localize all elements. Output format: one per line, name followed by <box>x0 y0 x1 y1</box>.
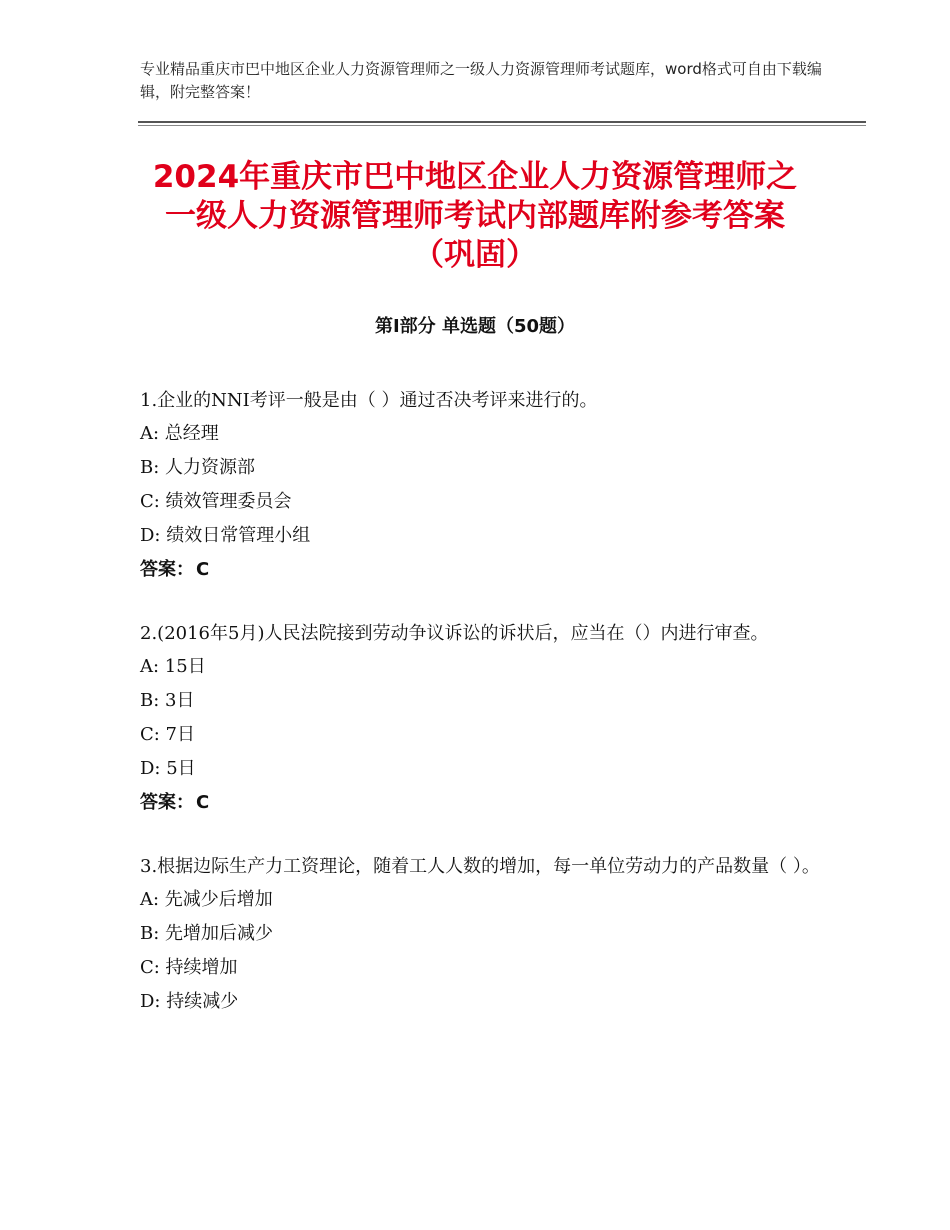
option-d: D: 5日 <box>140 758 196 779</box>
answer-label: 答案： <box>140 559 194 580</box>
question-2 <box>140 617 820 820</box>
option-b: B: 先增加后减少 <box>140 923 274 944</box>
header-divider-thin <box>138 125 866 126</box>
document-title: 2024年重庆市巴中地区企业人力资源管理师之一级人力资源管理师考试内部题库附参考答案（巩固） <box>152 159 798 273</box>
option-d: D: 持续减少 <box>140 991 239 1012</box>
header-divider-thick <box>138 121 866 123</box>
option-c: C: 7日 <box>140 724 196 745</box>
answer-value: C <box>196 559 210 580</box>
answer-label: 答案： <box>140 792 194 813</box>
answer-value: C <box>196 792 210 813</box>
question-1 <box>140 384 820 587</box>
option-d: D: 绩效日常管理小组 <box>140 525 311 546</box>
question-list <box>140 384 820 1049</box>
question-stem: 2.(2016年5月)人民法院接到劳动争议诉讼的诉状后，应当在（）内进行审查。 <box>140 623 769 644</box>
question-3 <box>140 850 820 1019</box>
question-stem: 3.根据边际生产力工资理论，随着工人人数的增加，每一单位劳动力的产品数量（ ）。 <box>140 856 820 877</box>
answer-line <box>140 553 820 587</box>
option-a: A: 15日 <box>140 656 206 677</box>
section-title: 第Ⅰ部分 单选题（50题） <box>374 316 575 337</box>
option-b: B: 3日 <box>140 690 195 711</box>
header-note: 专业精品重庆市巴中地区企业人力资源管理师之一级人力资源管理师考试题库，word格式可自由下载编辑，附完整答案！ <box>140 60 822 101</box>
option-b: B: 人力资源部 <box>140 457 256 478</box>
option-a: A: 总经理 <box>140 423 219 444</box>
option-c: C: 持续增加 <box>140 957 238 978</box>
answer-line <box>140 786 820 820</box>
option-a: A: 先减少后增加 <box>140 889 273 910</box>
option-c: C: 绩效管理委员会 <box>140 491 292 512</box>
question-stem: 1.企业的NNI考评一般是由（ ）通过否决考评来进行的。 <box>140 390 598 411</box>
